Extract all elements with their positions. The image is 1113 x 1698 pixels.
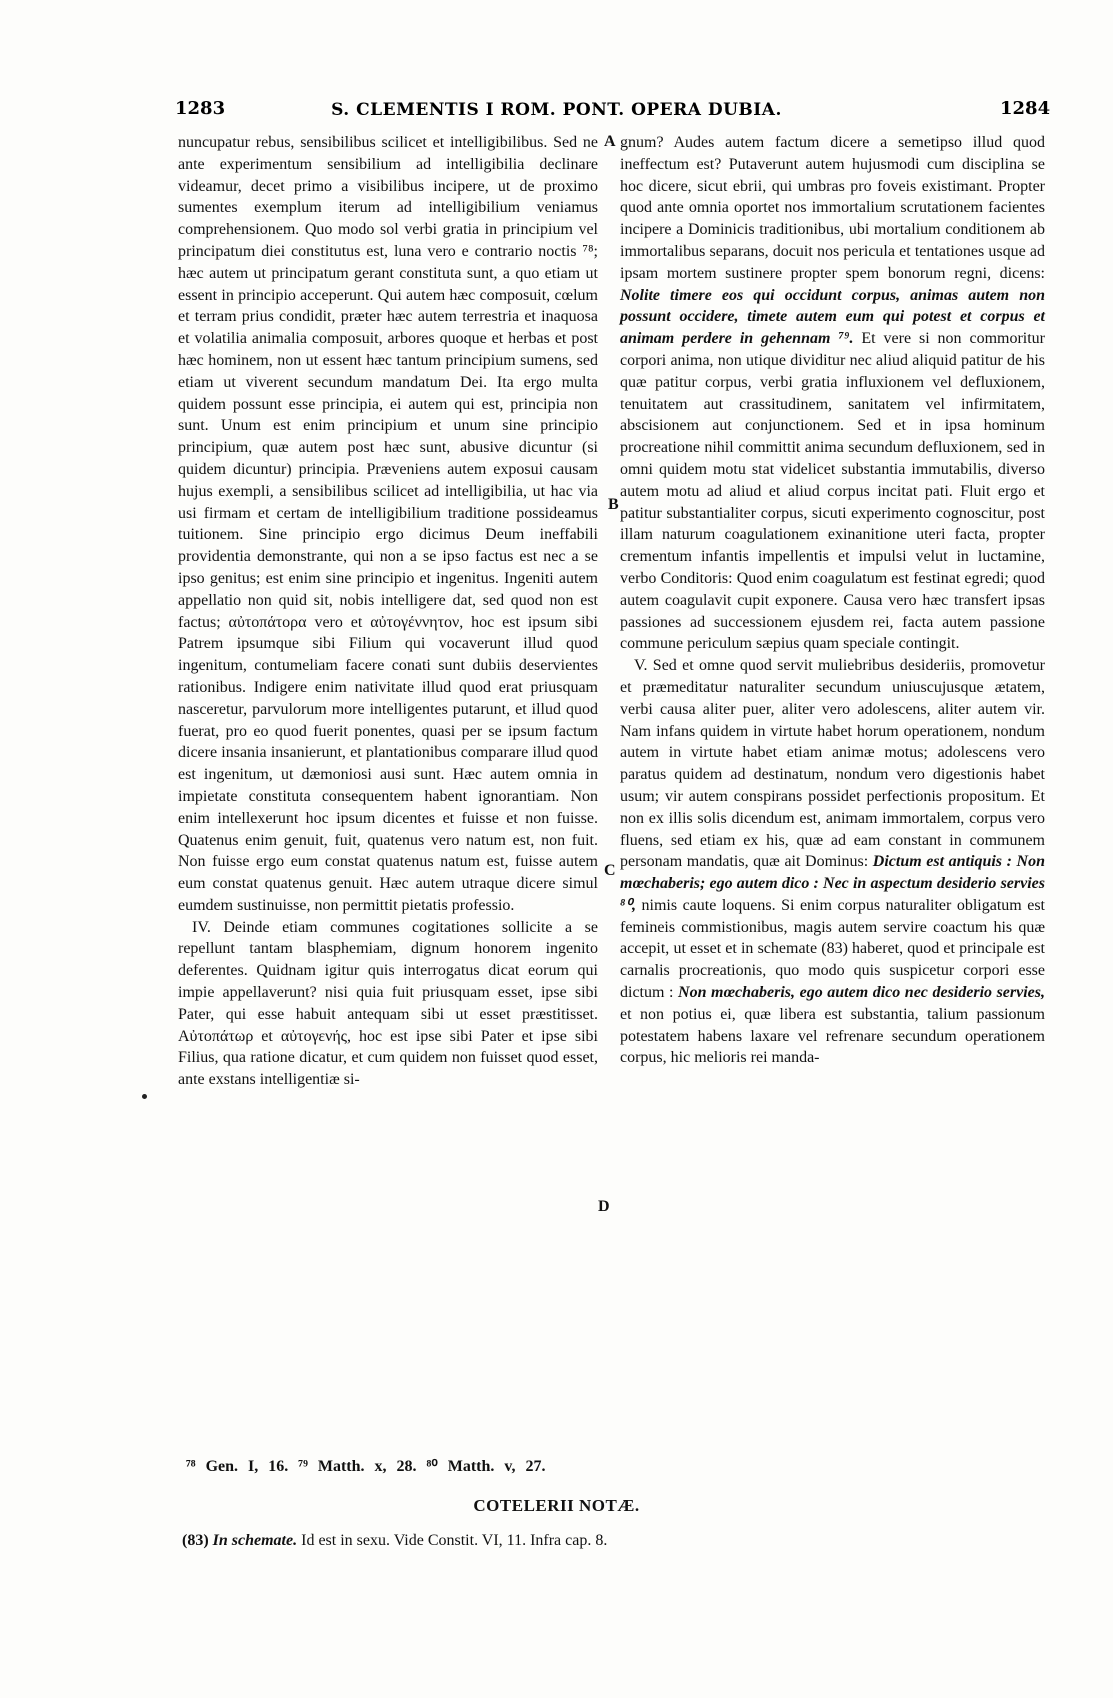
right-text-1: gnum? Audes autem factum dicere a semetipso illud quod ineffectum est? Putaverunt autem hujusmodi cum disciplina se hoc dicere, sicut ebrii, qui umbras pro foveis existimant. Propter quod ante omnia oportet nos immortalium scrutationem facientes incipere a Dominicis traditionibus, ubi mortalium conditionem ab immortalibus separans, docuit nos pericula et tentationes usque ad ipsam mortem sustinere propter spem bonorum regni, dicens: bbox=[620, 134, 1045, 282]
running-title: S. CLEMENTIS I ROM. PONT. OPERA DUBIA. bbox=[331, 100, 782, 120]
note-lemma: In schemate. bbox=[212, 1532, 298, 1549]
right-paragraph-1 bbox=[620, 132, 1045, 655]
running-header bbox=[0, 98, 1113, 124]
margin-dot bbox=[142, 1094, 147, 1099]
quotation-matthew-5-27: Dictum est antiquis : Non mœchaberis; ego autem dico : Nec in aspectum desiderio servies ⁸⁰, bbox=[620, 853, 1046, 914]
note-reference: (83) bbox=[182, 1532, 209, 1549]
margin-letter-b: B bbox=[608, 496, 619, 513]
page-number-right: 1284 bbox=[1000, 98, 1051, 119]
margin-letter-c: C bbox=[604, 862, 616, 879]
cotelerius-note bbox=[182, 1532, 1042, 1550]
right-text-3: V. Sed et omne quod servit muliebribus desideriis, promovetur et præmeditatur naturaliter secundum uniuscujusque ætatem, verbi causa aliter puer, aliter vero adolescens, aliter autem vir. Nam infans quidem in virtute habet horum operationem, nondum autem in virtute habet etiam animæ motus; adolescens vero paratus quidem ad destinatum, nondum vero digestionis habet usum; vir autem conspirans possidet perfectionis propositum. Et non ex illis solis dicendum est, animam immortalem, corpus vero fluens, sed etiam ex his, quæ ad eam constant in communem personam mandatis, quæ ait Dominus: bbox=[620, 657, 1045, 871]
page-number-left: 1283 bbox=[175, 98, 226, 119]
right-text-5: et non potius ei, quæ libera est substantia, talium passionum potestatem habens laxare vel refrenare secundum operationem corpus, hic melioris rei manda- bbox=[620, 1005, 1045, 1067]
right-text-2: Et vere si non commoritur corpori anima, non utique dividitur nec aliud aliquid patitur de his quæ patitur corpus, verbi gratia influxionem vel defluxionem, tenuitatem aut crassitudinem, sanitatem vel infirmitatem, abscisionem aut conjunctionem. Sed et in ipsa hominum procreatione nihil committit anima secundum defluxionem, sed in omni quidem motu stat videlicet substantia immutabilis, diverso autem motu ad aliud et aliud corpus incitat pati. Fluit ergo et patitur substantialiter corpus, sicuti experimento cognoscitur, post illam naturum coagulationem exinanitione uteri facta, propter crementum infantis impellentis et impulsi velut in luctamine, verbo Conditoris: Quod enim coagulatum est festinat egredi; quod autem coagulavit cupit exponere. Causa vero hæc transfert ipsas passiones ad successionem ejusdem rei, facta autem passione commune periculum sæpius quam speciale contingit. bbox=[620, 330, 1046, 653]
left-paragraph-2: IV. Deinde etiam communes cogitationes sollicite a se repellunt tantam blasphemiam, dignum honorem ingenito deferentes. Quidnam igitur quis interrogatus dicat eorum qui impie appellaverunt? nisi quia fuit priusquam esset, ipse sibi Pater, qui esse habuit antequam sibi ut esset præstitisset. Αὐτοπάτωρ et αὐτογενής, hoc est ipse sibi Pater et ipse sibi Filius, qua ratione dicatur, et cum quidem non fuisset quod esset, ante exstans intelligentiæ si- bbox=[178, 918, 598, 1089]
left-column bbox=[178, 132, 598, 1091]
note-text: Id est in sexu. Vide Constit. VI, 11. Infra cap. 8. bbox=[301, 1532, 608, 1549]
right-text-4: nimis caute loquens. Si enim corpus naturaliter obligatum est femineis commistionibus, magis autem servire coactum his quæ accepit, ut esset et in schemate (83) haberet, quod et principale est carnalis procreationis, quo modo quis suspicetur corpori esse dictum : bbox=[620, 896, 1046, 1002]
quotation-matthew-10-28: Nolite timere eos qui occidunt corpus, animas autem non possunt occidere, timete autem eum qui potest et corpus et animam perdere in gehennam ⁷⁹. bbox=[620, 286, 1045, 348]
margin-letter-d: D bbox=[598, 1198, 610, 1215]
right-column bbox=[620, 132, 1045, 1069]
margin-letter-a: A bbox=[604, 133, 616, 150]
right-paragraph-2 bbox=[620, 655, 1045, 1069]
notes-title: COTELERII NOTÆ. bbox=[473, 1496, 640, 1515]
quotation-repeat: Non mœchaberis, ego autem dico nec desiderio servies, bbox=[678, 984, 1045, 1002]
scripture-footnotes: ⁷⁸ Gen. I, 16. ⁷⁹ Matth. x, 28. ⁸⁰ Matth. v, 27. bbox=[186, 1458, 546, 1475]
left-paragraph-1: nuncupatur rebus, sensibilibus scilicet et intelligibilibus. Sed ne ante experimentum sensibilium ad intelligibilia declinare videamur, decet primo a visibilibus incipere, ut de proximo sumentes exemplum iterum ad intelligibilium veniamus comprehensionem. Quo modo sol verbi gratia in principium vel principatum diei constitutus est, luna vero e contrario noctis ⁷⁸; hæc autem ut principatum gerant constituta sunt, a quo etiam ut essent in principio acceperunt. Qui autem hæc composuit, cœlum et terram prius condidit, præter hæc autem terrestria et inaquosa et volatilia animalia composuit, arbores quoque et herbas et post hæc hominem, non ut essent hæc tantum principium sumens, sed etiam ut viverent secundum mandatum Dei. Ita ergo multa quidem possunt esse principia, ei autem qui est, principia non sunt. Unum est enim principium et unum sine principio principium, quæ autem post hæc sunt, abusive dicuntur (si quidem dicuntur) principia. Præveniens autem exposui causam hujus exempli, a sensibilibus scilicet ad intelligibilia, ut hac via usi firmam et certam de intelligibilium traditione possideamus tuitionem. Sine principio ergo dicimus Deum ineffabili providentia demonstrante, qui non a se ipso factus est nec a se ipso genitus; est enim sine principio et ingenitus. Ingeniti autem appellatio non quid sit, nobis intelligere dat, sed quod non est factus; αὐτοπάτορα vero et αὐτογέννητον, hoc est ipsum sibi Patrem ipsumque sibi Filium qui vocaverunt illud quod ingenitum, contumeliam facere conati sunt dubiis deservientes rationibus. Indigere enim nativitate illud quod erat priusquam nasceretur, parvulorum more intelligentes putarunt, et illud quod fuerat, pro eo quod fuerit ponentes, quasi per se ipsum factum dicere insania insanierunt, et plantationibus comparare illud quod est ingenitum, ut dæmoniosi ausi sunt. Hæc autem omnia in impietate constituta consequentem habent ignorantiam. Non enim intellexerunt hoc ipsum dicentes et fuisse et non fuisse. Quatenus enim genuit, fuit, quatenus vero natum est, non fuit. Non fuisse ergo eum constat quatenus natum est, fuisse autem eum constat quatenus genuit. Hæc autem utraque dicere simul eumdem sustinuisse, non permittit pietatis professio. bbox=[178, 134, 598, 914]
